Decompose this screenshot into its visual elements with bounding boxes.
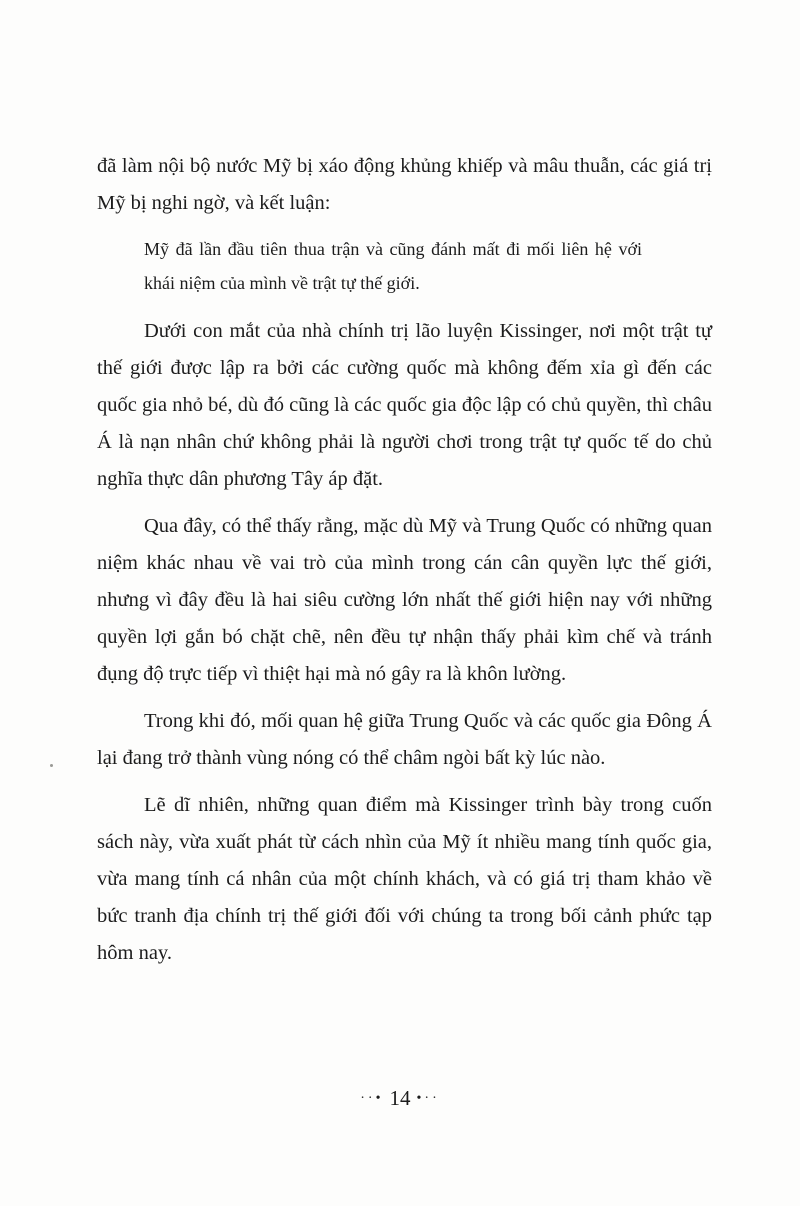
footer-ornament-left: ··• xyxy=(360,1091,384,1106)
paragraph-kissinger-view: Dưới con mắt của nhà chính trị lão luyện Kissinger, nơi một trật tự thế giới được lập ra bởi các cường quốc mà không đếm xỉa gì đến các quốc gia nhỏ bé, dù đó cũng là các quốc gia độc lập có chủ quyền, thì châu Á là nạn nhân chứ không phải là người chơi trong trật tự quốc tế do chủ nghĩa thực dân phương Tây áp đặt. xyxy=(97,320,712,490)
paragraph-conclusion: Lẽ dĩ nhiên, những quan điểm mà Kissinger trình bày trong cuốn sách này, vừa xuất phát từ cách nhìn của Mỹ ít nhiều mang tính quốc gia, vừa mang tính cá nhân của một chính khách, và có giá trị tham khảo về bức tranh địa chính trị thế giới đối với chúng ta trong bối cảnh phức tạp hôm nay. xyxy=(97,794,712,964)
block-quote: Mỹ đã lần đầu tiên thua trận và cũng đánh mất đi mối liên hệ với khái niệm của mình về trật tự thế giới. xyxy=(144,239,642,293)
page-text-block xyxy=(97,148,712,982)
scan-speck xyxy=(50,764,53,767)
page-footer xyxy=(0,1086,800,1111)
paragraph-continuation: đã làm nội bộ nước Mỹ bị xáo động khủng khiếp và mâu thuẫn, các giá trị Mỹ bị nghi ngờ, và kết luận: xyxy=(97,155,712,214)
page-number: 14 xyxy=(389,1086,411,1110)
paragraph-us-china-balance: Qua đây, có thể thấy rằng, mặc dù Mỹ và Trung Quốc có những quan niệm khác nhau về vai trò của mình trong cán cân quyền lực thế giới, nhưng vì đây đều là hai siêu cường lớn nhất thế giới hiện nay với những quyền lợi gắn bó chặt chẽ, nên đều tự nhận thấy phải kìm chế và tránh đụng độ trực tiếp vì thiệt hại mà nó gây ra là khôn lường. xyxy=(97,515,712,685)
footer-ornament-right: •·· xyxy=(416,1091,440,1106)
paragraph-east-asia-hotspot: Trong khi đó, mối quan hệ giữa Trung Quốc và các quốc gia Đông Á lại đang trở thành vùng nóng có thể châm ngòi bất kỳ lúc nào. xyxy=(97,710,712,769)
